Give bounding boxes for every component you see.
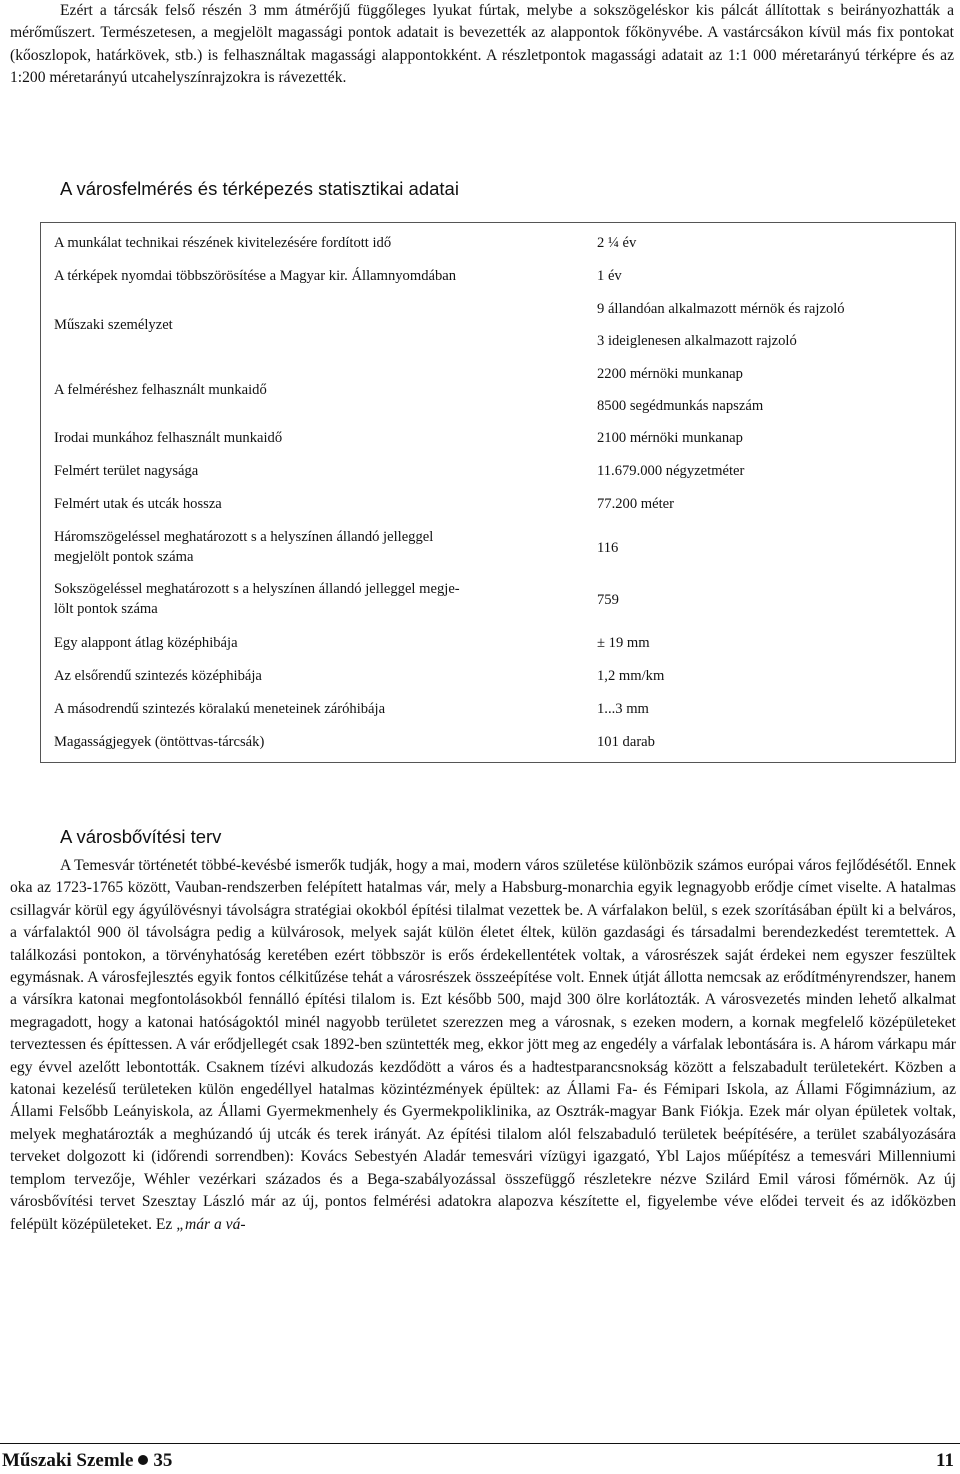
- stats-row-label: Irodai munkához felhasznált munkaidő: [54, 430, 283, 446]
- stats-row-value: 1 év: [597, 268, 622, 284]
- stats-row-label: A térképek nyomdai többszörösítése a Magyar kir. Államnyomdában: [54, 268, 457, 284]
- stats-row-label: A másodrendű szintezés köralakú meneteinek záróhibája: [54, 701, 386, 717]
- stats-row-label: Háromszögeléssel meghatározott s a helyszínen állandó jelleggel: [54, 529, 434, 545]
- stats-row-label: A munkálat technikai részének kivitelezésére fordított idő: [54, 235, 392, 251]
- footer-journal: [2, 1450, 172, 1472]
- stats-row-value: 2 ¼ év: [597, 235, 637, 251]
- bullet-icon: [138, 1455, 148, 1465]
- intro-section: [10, 0, 954, 90]
- plan-paragraph: [10, 855, 956, 1236]
- stats-row-value: 759: [597, 592, 619, 608]
- stats-table: [40, 222, 956, 763]
- stats-row-value: 116: [597, 540, 619, 556]
- stats-row-value: 9 állandóan alkalmazott mérnök és rajzoló: [597, 301, 845, 317]
- stats-row-label-continued: megjelölt pontok száma: [54, 549, 194, 565]
- stats-row-value: 2200 mérnöki munkanap: [597, 366, 743, 382]
- plan-section-title: A városbővítési terv: [60, 826, 222, 847]
- stats-row-value: 2100 mérnöki munkanap: [597, 430, 743, 446]
- plan-paragraph-italic-tail: „már a vá-: [176, 1215, 246, 1233]
- stats-row-label: Egy alappont átlag középhibája: [54, 635, 238, 651]
- stats-row-value: 101 darab: [597, 734, 655, 750]
- stats-row-label: Felmért terület nagysága: [54, 463, 199, 479]
- stats-row-label: Sokszögeléssel meghatározott s a helyszínen állandó jelleggel megje-: [54, 581, 460, 597]
- stats-row-value-secondary: 8500 segédmunkás napszám: [597, 398, 764, 414]
- stats-row-value-secondary: 3 ideiglenesen alkalmazott rajzoló: [597, 333, 797, 349]
- stats-row-value: ± 19 mm: [597, 635, 650, 651]
- plan-paragraph-text: A Temesvár történetét többé-kevésbé ismerők tudják, hogy a mai, modern város születése különbözik számos európai város fejlődésétől. Ennek oka az 1723-1765 között, Vauban-rendszerben felépített hatalmas vár, mely a Habsburg-monarchia egyik legnagyobb erődje címet viselte. A hatalmas csillagvár körül egy ágyúlövésnyi távolságra stratégiai okokból építési tilalmat vezettek be. A várfalakon belül, s ezek szorításában épült ki a belváros, a várfalaktól 900 öl távolságra pedig a külvárosok, melyek saját külön életet éltek, külön gazdasági és társadalmi berendezkedést teremtettek. A találkozási pontokon, a törvényhatóság keretében ezért többször is erős érdekellentétek voltak, a városrészek saját érdekei nem egyszer feszültek egymásnak. A városfejlesztés egyik fontos célkitűzése tehát a városrészek összeépítése volt. Ennek útját állotta nemcsak az erődítményrendszer, hanem a vársíkra katonai megfontolásokból fennálló építési tilalom is. Ezt később 500, majd 300 ölre korlátozták. A városvezetés minden lehető alkalmat megragadott, hogy a katonai hatóságoktól minél nagyobb területet szerezzen meg a városnak, s ezeken modern, a kornak megfelelő középületeket terveztessen és építtessen. A vár erődjellegét csak 1892-ben szüntették meg, ekkor jött meg az engedély a várfalak lebontására is. A három várkapu már egy évvel azelőtt lebontották. Csaknem tízévi alkudozás kezdődött a város és a hadtestparancsnokság között a felszabadult területekért. Közben a katonai kezelésű területeken külön engedéllyel hatalmas közintézmények épültek: az Állami Fa- és Fémipari Iskola, az Állami Főgimnázium, az Állami Felsőbb Leányiskola, az Állami Gyermekmenhely és Gyermekpoliklinika, az Osztrák-magyar Bank Fiókja. Ezek már olyan épületek voltak, melyek meghatározták a meghúzandó új utcák és terek irányát. Az építési tilalom alól felszabaduló területek beépítésére, a terület szabályozására terveket dolgozott ki (időrendi sorrendben): Kovács Sebestyén Aladár temesvári vízügyi igazgató, Ybl Lajos műépítész a temesvári Millenniumi templom tervezője, Wéhler vezérkari százados és a Bega-szabályozással összefüggő részletekre nézve Szilárd Emil városi főmérnök. Az új városbővítési tervet Szesztay László már az új, pontos felmérési adatokra alapozva készítette el, figyelembe véve elődei terveit és az időközben felépült középületeket. Ez: [10, 857, 956, 1233]
- page-number: 11: [936, 1450, 954, 1471]
- footer-rule: [0, 1443, 960, 1444]
- stats-row-label: Az elsőrendű szintezés középhibája: [54, 668, 262, 684]
- stats-row-label: Műszaki személyzet: [54, 317, 173, 333]
- plan-section-body: [10, 855, 956, 1236]
- stats-row-value: 1...3 mm: [597, 701, 649, 717]
- stats-row-value: 1,2 mm/km: [597, 668, 665, 684]
- stats-row-label: Magasságjegyek (öntöttvas-tárcsák): [54, 734, 265, 750]
- stats-row-label-continued: lölt pontok száma: [54, 601, 158, 617]
- stats-row-value: 77.200 méter: [597, 496, 675, 512]
- journal-issue: 35: [153, 1450, 173, 1471]
- stats-row-value: 11.679.000 négyzetméter: [597, 463, 745, 479]
- intro-paragraph: Ezért a tárcsák felső részén 3 mm átmérőjű függőleges lyukat fúrtak, melybe a sokszögeléskor kis pálcát állítottak s beirányozhatták a mérőműszert. Természetesen, a megjelölt magassági pontok adatait is bevezették az alappontok főkönyvébe. A vastárcsákon kívül más fix pontokat (kőoszlopok, határkövek, stb.) is felhasználtak magassági alappontokként. A részletpontok magassági adatait az 1:1 000 méretarányú térképre és az 1:200 méretarányú utcahelyszínrajzokra is rávezették.: [10, 2, 954, 87]
- journal-name: Műszaki Szemle: [2, 1450, 134, 1471]
- stats-section-title: A városfelmérés és térképezés statisztikai adatai: [60, 178, 459, 199]
- stats-row-label: Felmért utak és utcák hossza: [54, 496, 222, 512]
- stats-row-label: A felméréshez felhasznált munkaidő: [54, 382, 267, 398]
